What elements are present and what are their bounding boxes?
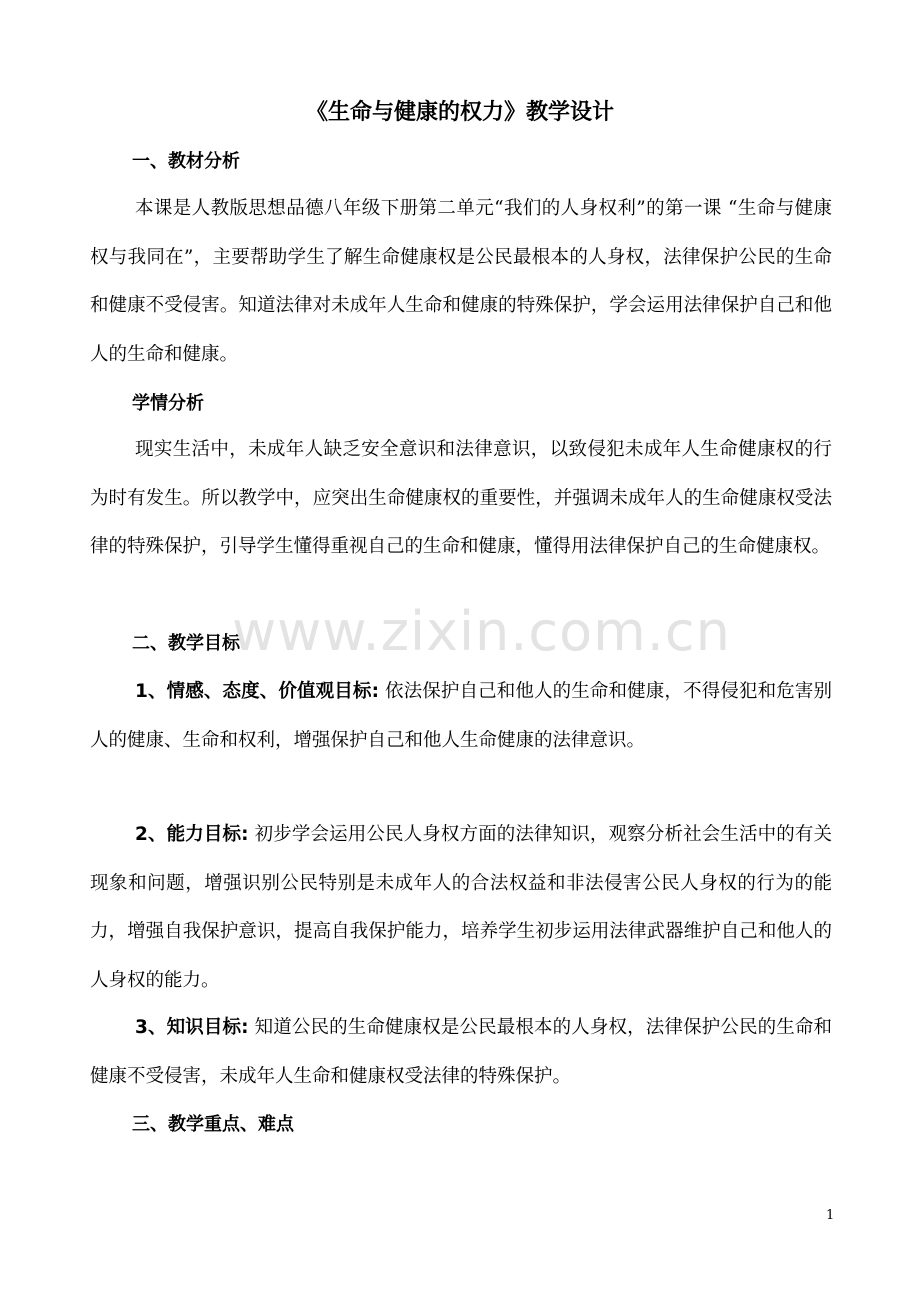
goal-emotion-label: 1、情感、态度、价值观目标:	[135, 681, 379, 702]
page-number: 1	[826, 1208, 835, 1223]
goal-ability-text: 初步学会运用公民人身权方面的法律知识，观察分析社会生活中的有关现象和问题，增强识别公民特别是未成年人的合法权益和非法侵害公民人身权的行为的能力，增强自我保护意识，提高自我保护能力，培养学生初步运用法律武器维护自己和他人的人身权的能力。	[90, 824, 832, 991]
section-heading-key-points: 三、教学重点、难点	[132, 1114, 294, 1135]
paragraph-goal-emotion	[90, 668, 832, 765]
goal-ability-label: 2、能力目标:	[135, 824, 249, 845]
subheading-student-analysis: 学情分析	[132, 393, 204, 414]
paragraph-goal-ability	[90, 811, 832, 1005]
watermark: www.zixin.com.cn	[232, 600, 731, 663]
paragraph-textbook-analysis: 本课是人教版思想品德八年级下册第二单元“我们的人身权利”的第一课 “生命与健康权与我同在”，主要帮助学生了解生命健康权是公民最根本的人身权，法律保护公民的生命和健康不受侵害。知道法律对未成年人生命和健康的特殊保护，学会运用法律保护自己和他人的生命和健康。	[90, 198, 832, 365]
paragraph-goal-knowledge	[90, 1004, 832, 1101]
section-heading-textbook-analysis: 一、教材分析	[132, 151, 240, 172]
document-title: 《生命与健康的权力》教学设计	[305, 100, 614, 125]
goal-knowledge-label: 3、知识目标:	[135, 1017, 249, 1038]
goal-knowledge-text: 知道公民的生命健康权是公民最根本的人身权，法律保护公民的生命和健康不受侵害，未成年人生命和健康权受法律的特殊保护。	[90, 1017, 832, 1087]
paragraph-student-analysis: 现实生活中，未成年人缺乏安全意识和法律意识，以致侵犯未成年人生命健康权的行为时有发生。所以教学中，应突出生命健康权的重要性，并强调未成年人的生命健康权受法律的特殊保护，引导学生懂得重视自己的生命和健康，懂得用法律保护自己的生命健康权。	[90, 439, 832, 557]
goal-emotion-text: 依法保护自己和他人的生命和健康，不得侵犯和危害别人的健康、生命和权利，增强保护自己和他人生命健康的法律意识。	[90, 681, 832, 751]
section-heading-teaching-goals: 二、教学目标	[132, 633, 240, 654]
